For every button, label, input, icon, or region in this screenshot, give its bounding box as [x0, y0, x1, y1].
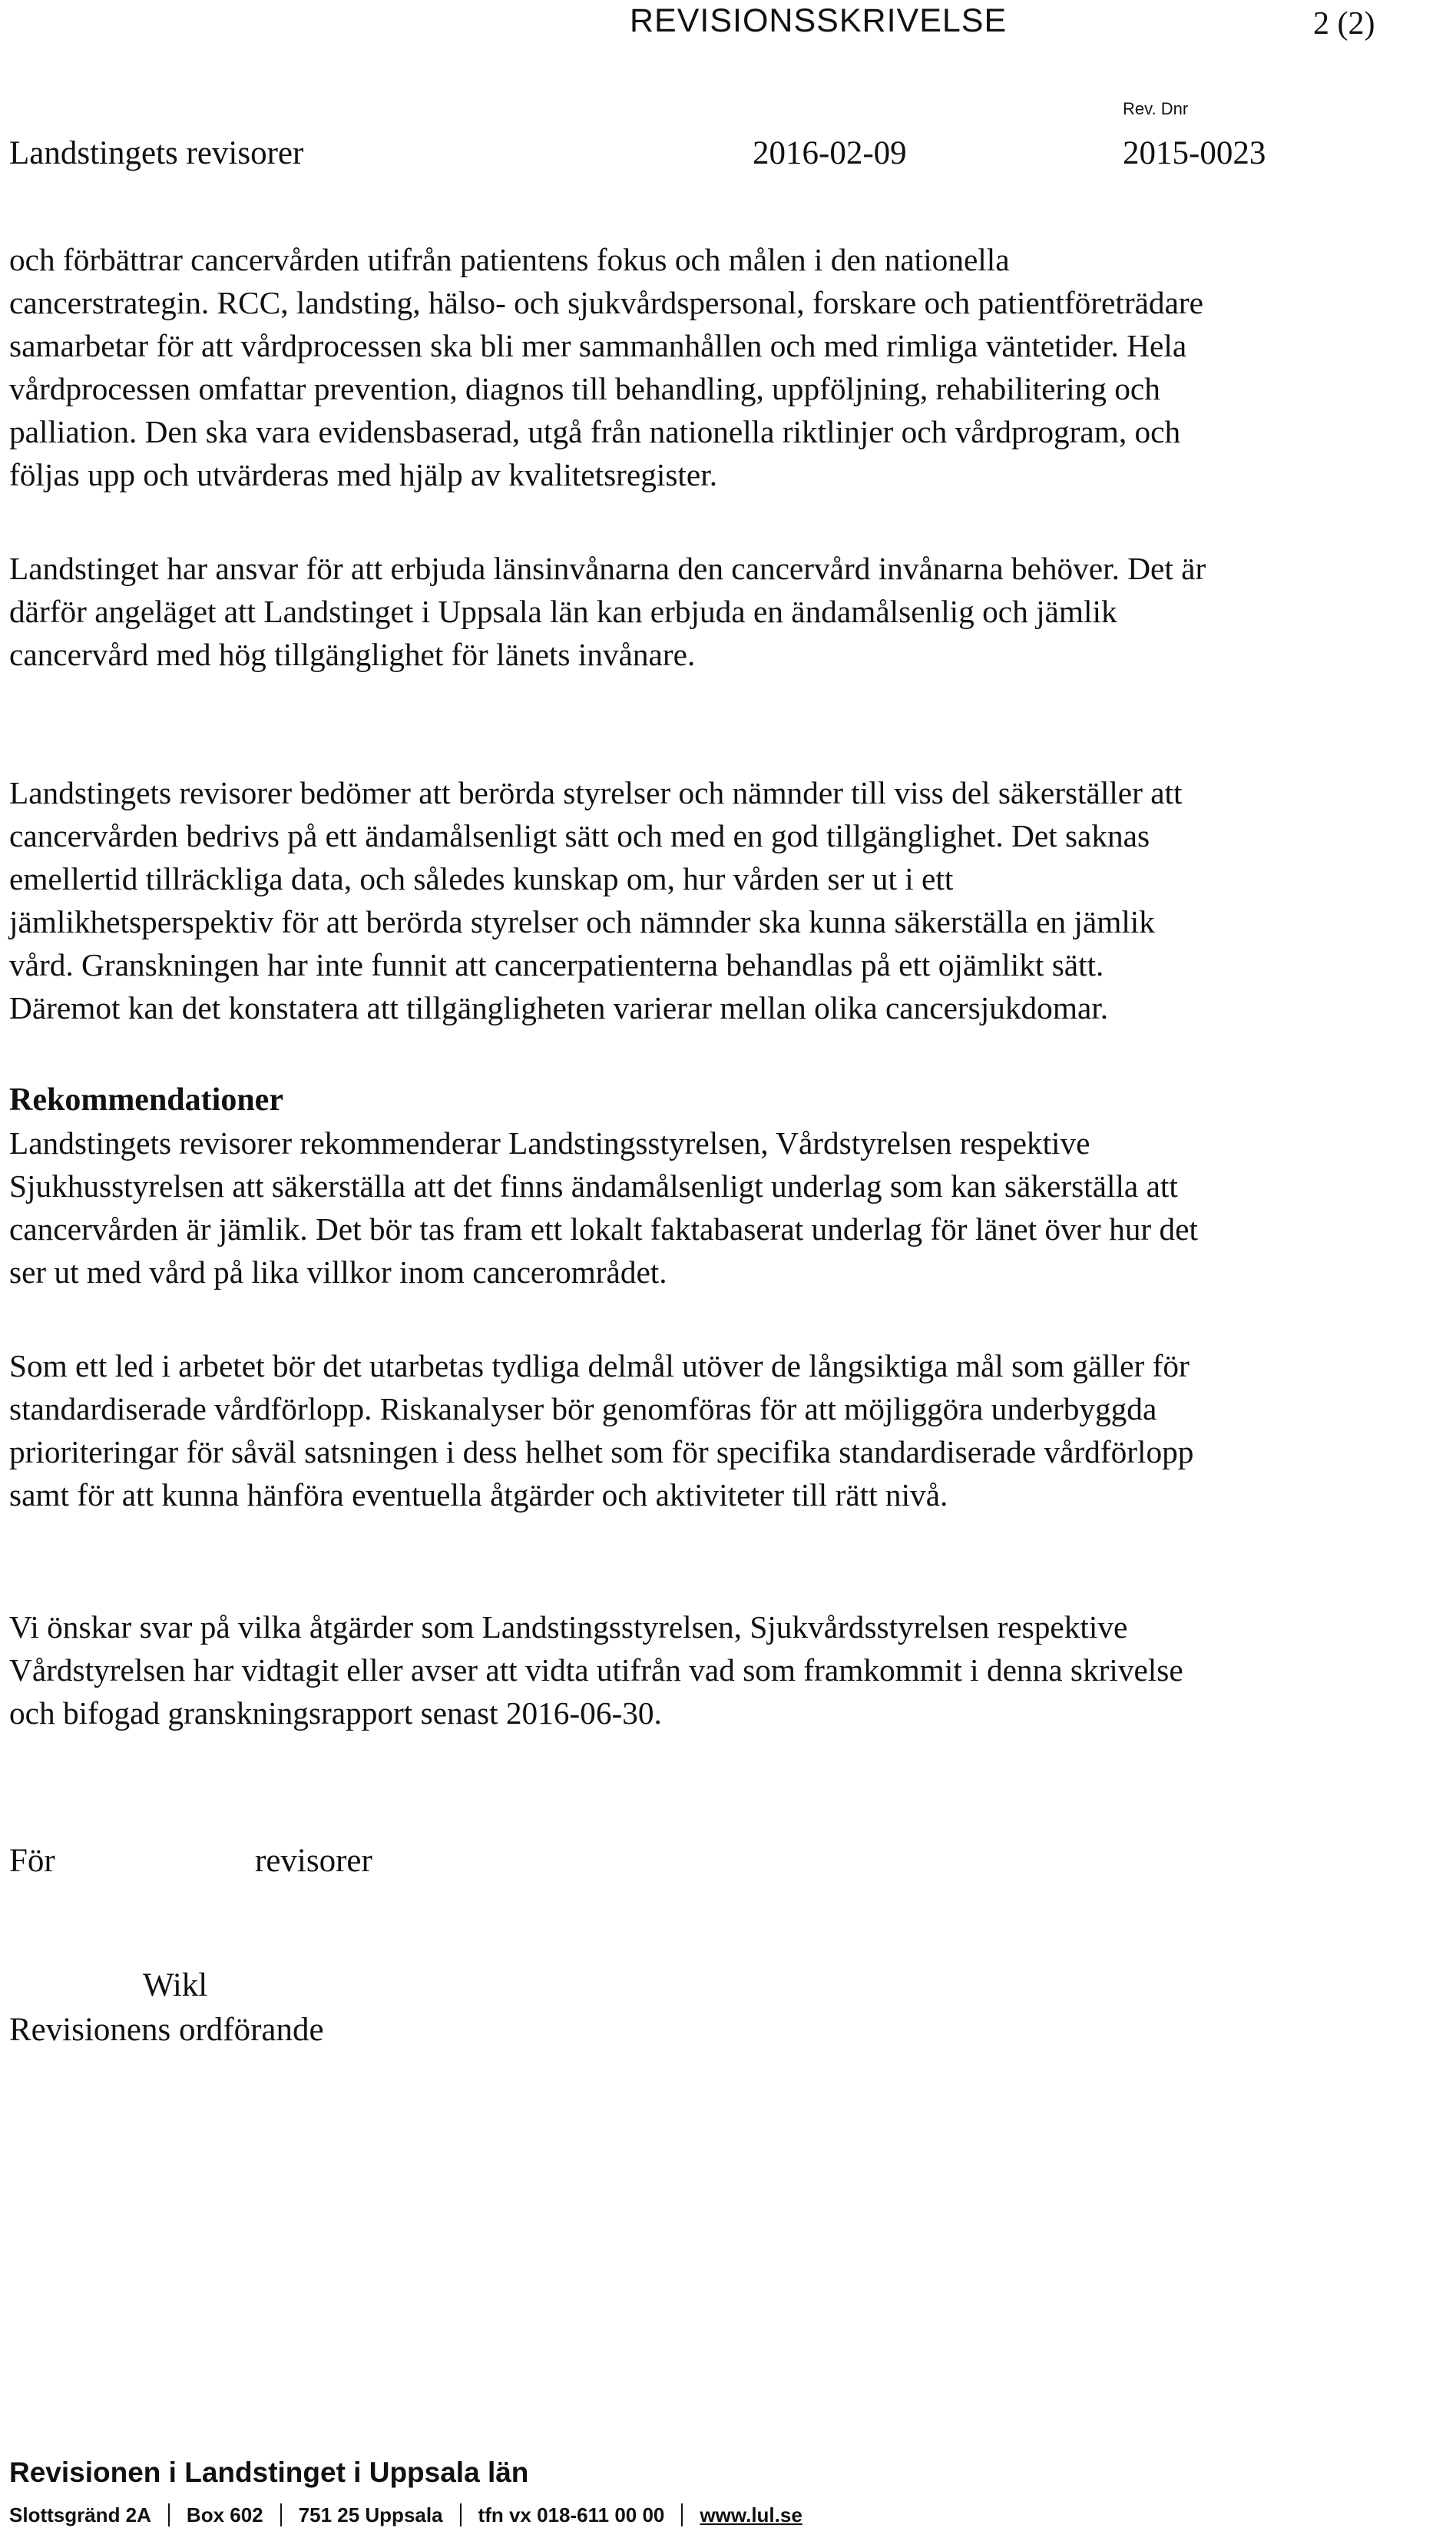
footer-separator [280, 2503, 282, 2526]
signature-name-fragment: Wikl [143, 1967, 208, 2003]
signature-for-word: För [9, 1843, 55, 1879]
document-type-title: REVISIONSSKRIVELSE [630, 2, 1008, 39]
footer-separator [681, 2503, 683, 2526]
footer-website-link[interactable]: www.lul.se [700, 2503, 802, 2526]
footer-contact-line [9, 2501, 802, 2529]
footer-box: Box 602 [186, 2503, 263, 2526]
footer-phone: tfn vx 018-611 00 00 [478, 2503, 665, 2526]
footer-postal: 751 25 Uppsala [298, 2503, 443, 2526]
signature-role: Revisionens ordförande [9, 2012, 324, 2048]
paragraph-subgoals: Som ett led i arbetet bör det utarbetas tydliga delmål utöver de långsiktiga mål som gäller för standardiserade vårdförlopp. Riskanalyser bör genomföras för att möjliggöra underbyggda prioriteringar för såväl satsningen i dess helhet som för specifika standardiserade vårdförlopp samt för att kunna hänföra eventuella åtgärder och aktiviteter till rätt nivå. [9, 1348, 1194, 1513]
paragraph-response-request: Vi önskar svar på vilka åtgärder som Landstingsstyrelsen, Sjukvårdsstyrelsen respektive Vårdstyrelsen har vidtagit eller avser att vidta utifrån vad som framkommit i denna skrivelse och bifogad granskningsrapport senast 2016-06-30. [9, 1609, 1183, 1731]
paragraph-recommendations: Landstingets revisorer rekommenderar Landstingsstyrelsen, Vårdstyrelsen respektive Sjukhusstyrelsen att säkerställa att det finns ändamålsenligt underlag som kan säkerställa att cancervården är jämlik. Det bör tas fram ett lokalt faktabaserat underlag för länet över hur det ser ut med vård på lika villkor inom cancerområdet. [9, 1125, 1198, 1290]
paragraph-responsibility: Landstinget har ansvar för att erbjuda länsinvånarna den cancervård invånarna behöver. Det är därför angeläget att Landstinget i Uppsala län kan erbjuda en ändamålsenlig och jämlik cancervård med hög tillgänglighet för länets invånare. [9, 551, 1206, 672]
paragraph-assessment: Landstingets revisorer bedömer att berörda styrelser och nämnder till viss del säkerställer att cancervården bedrivs på ett ändamålsenligt sätt och med en god tillgänglighet. Det saknas emellertid tillräckliga data, och således kunskap om, hur vården ser ut i ett jämlikhetsperspektiv för att berörda styrelser och nämnder ska kunna säkerställa en jämlik vård. Granskningen har inte funnit att cancerpatienterna behandlas på ett ojämlikt sätt. Däremot kan det konstatera att tillgängligheten varierar mellan olika cancersjukdomar. [9, 775, 1183, 1025]
footer-organization: Revisionen i Landstinget i Uppsala län [9, 2457, 529, 2488]
document-date: 2016-02-09 [753, 135, 907, 171]
footer-separator [168, 2503, 170, 2526]
dnr-label: Rev. Dnr [1123, 99, 1189, 118]
page-number: 2 (2) [1313, 6, 1375, 41]
footer-separator [460, 2503, 462, 2526]
recommendations-heading: Rekommendationer [9, 1082, 283, 1118]
footer-address: Slottsgränd 2A [9, 2503, 151, 2526]
paragraph-cancer-strategy: och förbättrar cancervården utifrån patientens fokus och målen i den nationella cancerstrategin. RCC, landsting, hälso- och sjukvårdspersonal, forskare och patientföreträdare samarbetar för att vårdprocessen ska bli mer sammanhållen och med rimliga väntetider. Hela vårdprocessen omfattar prevention, diagnos till behandling, uppföljning, rehabilitering och palliation. Den ska vara evidensbaserad, utgå från nationella riktlinjer och vårdprogram, och följas upp och utvärderas med hjälp av kvalitetsregister. [9, 242, 1203, 492]
dnr-number: 2015-0023 [1123, 135, 1266, 171]
signature-revisors-word: revisorer [255, 1843, 372, 1879]
sender: Landstingets revisorer [9, 135, 304, 171]
